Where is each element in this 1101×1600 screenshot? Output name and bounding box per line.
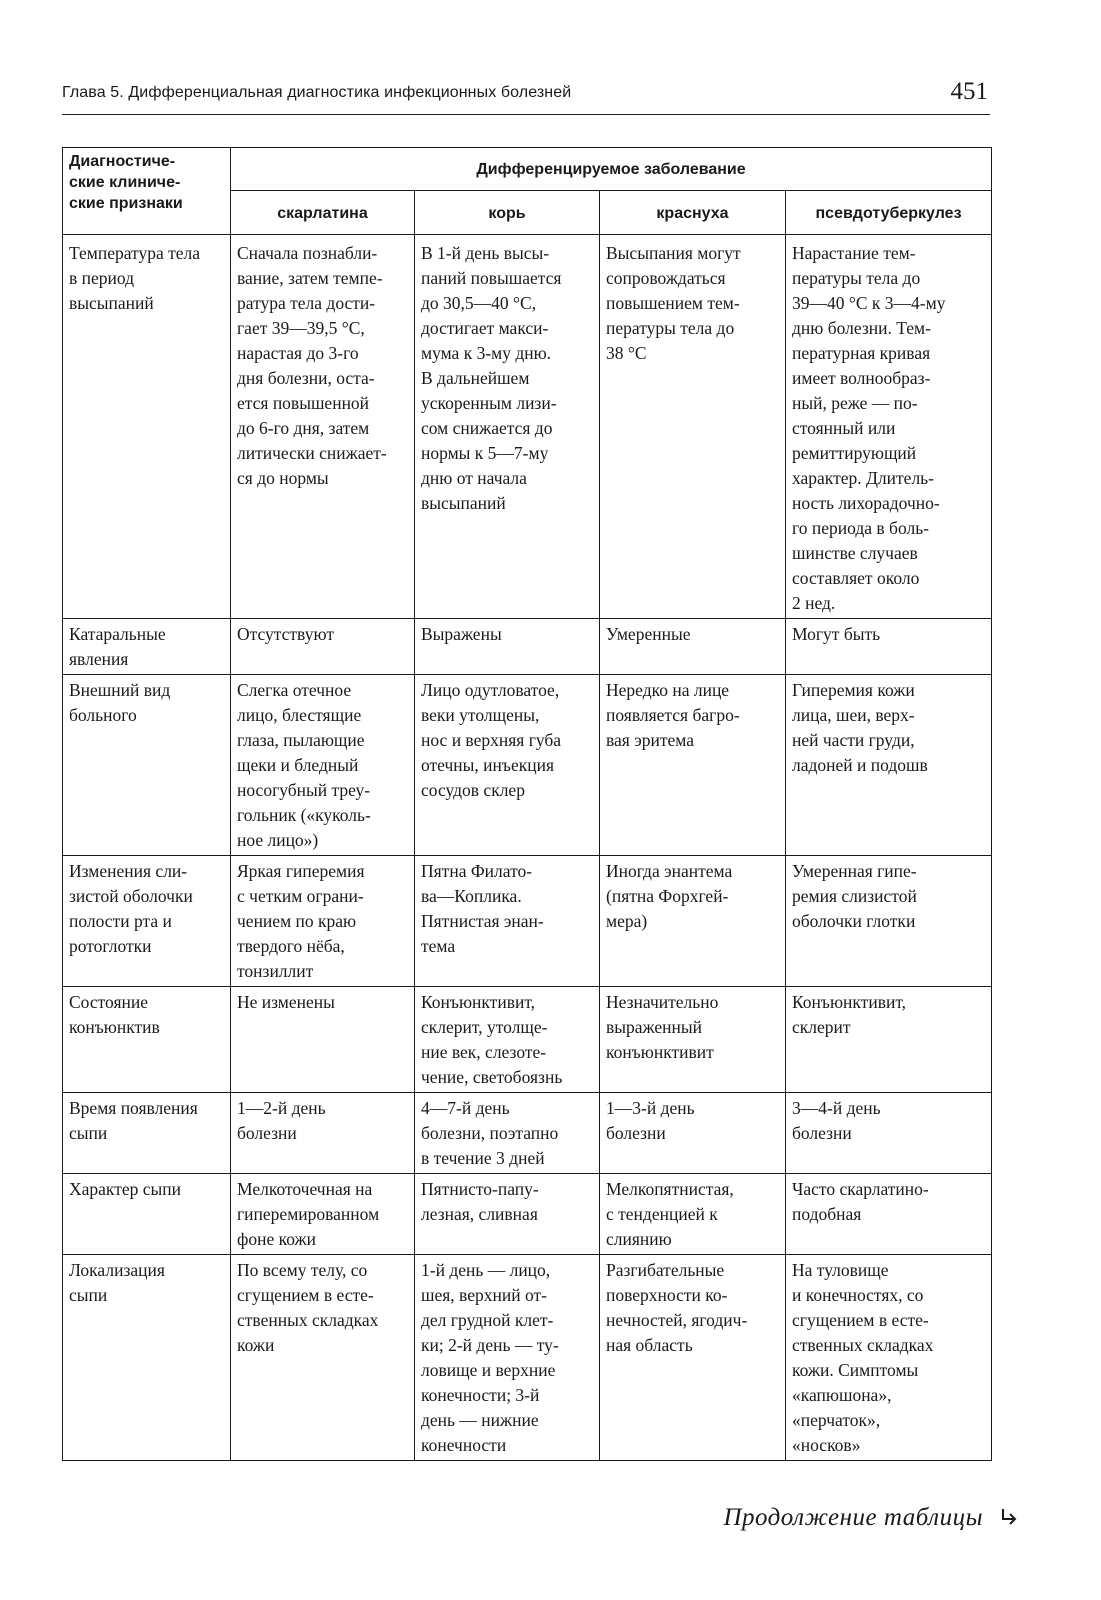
- table-cell-scarlet-fever: Яркая гиперемия с четким ограни- чением по краю твердого нёба, тонзиллит: [231, 856, 415, 987]
- table-cell-rubella: 1—3-й день болезни: [600, 1093, 786, 1174]
- feature-cell: Время появления сыпи: [63, 1093, 231, 1174]
- table-cell-pseudotuberculosis: На туловище и конечностях, со сгущением в есте- ственных складках кожи. Симптомы «капюшона», «перчаток», «носков»: [786, 1255, 992, 1461]
- feature-column-header: [63, 148, 231, 235]
- table-row: [63, 675, 992, 856]
- table-cell-measles: Выражены: [415, 619, 600, 675]
- table-row: [63, 1255, 992, 1461]
- table-cell-rubella: Мелкопятнистая, с тенденцией к слиянию: [600, 1174, 786, 1255]
- table-cell-measles: Пятна Филато- ва—Коплика. Пятнистая энан- тема: [415, 856, 600, 987]
- table-cell-scarlet-fever: 1—2-й день болезни: [231, 1093, 415, 1174]
- table-body: [63, 235, 992, 1461]
- table-cell-scarlet-fever: Мелкоточечная на гиперемированном фоне кожи: [231, 1174, 415, 1255]
- table-cell-measles: Конъюнктивит, склерит, утолще- ние век, слезоте- чение, светобоязнь: [415, 987, 600, 1093]
- table-cell-scarlet-fever: Сначала познабли- вание, затем темпе- ратура тела дости- гает 39—39,5 °С, нарастая до 3-го дня болезни, оста- ется повышенной до 6-го дня, затем литически снижает- ся до нормы: [231, 235, 415, 619]
- table-cell-pseudotuberculosis: Могут быть: [786, 619, 992, 675]
- table-cell-rubella: Нередко на лице появляется багро- вая эритема: [600, 675, 786, 856]
- table-cell-scarlet-fever: По всему телу, со сгущением в есте- ственных складках кожи: [231, 1255, 415, 1461]
- disease-group-header: Дифференцируемое заболевание: [231, 148, 992, 191]
- table-cell-measles: 1-й день — лицо, шея, верхний от- дел грудной клет- ки; 2-й день — ту- ловище и верхние конечности; 3-й день — нижние конечности: [415, 1255, 600, 1461]
- table-cell-scarlet-fever: Слегка отечное лицо, блестящие глаза, пылающие щеки и бледный носогубный треу- гольник («куколь- ное лицо»): [231, 675, 415, 856]
- table-cell-scarlet-fever: Не изменены: [231, 987, 415, 1093]
- turn-arrow-icon: [1000, 1507, 1018, 1527]
- disease-header-scarlet-fever: скарлатина: [231, 191, 415, 235]
- disease-header-pseudotuberculosis: псевдотуберкулез: [786, 191, 992, 235]
- table-cell-rubella: Незначительно выраженный конъюнктивит: [600, 987, 786, 1093]
- table-cell-scarlet-fever: Отсутствуют: [231, 619, 415, 675]
- feature-cell: Катаральные явления: [63, 619, 231, 675]
- table-cell-pseudotuberculosis: 3—4-й день болезни: [786, 1093, 992, 1174]
- disease-header-measles: корь: [415, 191, 600, 235]
- differential-diagnosis-table: [62, 147, 992, 1461]
- feature-cell: Внешний вид больного: [63, 675, 231, 856]
- table-header-row: [63, 148, 992, 191]
- page-number: 451: [950, 78, 988, 105]
- continuation-note: Продолжение таблицы: [723, 1504, 983, 1531]
- table-cell-rubella: Иногда энантема (пятна Форхгей- мера): [600, 856, 786, 987]
- table-row: [63, 619, 992, 675]
- table-row: [63, 1174, 992, 1255]
- disease-header-rubella: краснуха: [600, 191, 786, 235]
- table-cell-pseudotuberculosis: Умеренная гипе- ремия слизистой оболочки глотки: [786, 856, 992, 987]
- feature-column-header-text: Диагностиче- ские клиниче- ские признаки: [69, 153, 183, 212]
- table-cell-measles: Пятнисто-папу- лезная, сливная: [415, 1174, 600, 1255]
- feature-cell: Характер сыпи: [63, 1174, 231, 1255]
- running-header: [62, 80, 990, 115]
- table-cell-rubella: Разгибательные поверхности ко- нечностей, ягодич- ная область: [600, 1255, 786, 1461]
- table-cell-pseudotuberculosis: Гиперемия кожи лица, шеи, верх- ней части груди, ладоней и подошв: [786, 675, 992, 856]
- table-row: [63, 987, 992, 1093]
- chapter-title: Глава 5. Дифференциальная диагностика инфекционных болезней: [62, 84, 572, 101]
- table-row: [63, 1093, 992, 1174]
- table-cell-measles: 4—7-й день болезни, поэтапно в течение 3 дней: [415, 1093, 600, 1174]
- table-cell-pseudotuberculosis: Нарастание тем- пературы тела до 39—40 °С к 3—4-му дню болезни. Тем- пературная кривая имеет волнообраз- ный, реже — по- стоянный или ремиттирующий характер. Длитель- ность лихорадочно- го периода в боль- шинстве случаев составляет около 2 нед.: [786, 235, 992, 619]
- feature-cell: Изменения сли- зистой оболочки полости рта и ротоглотки: [63, 856, 231, 987]
- feature-cell: Локализация сыпи: [63, 1255, 231, 1461]
- feature-cell: Температура тела в период высыпаний: [63, 235, 231, 619]
- table-row: [63, 235, 992, 619]
- table-cell-pseudotuberculosis: Часто скарлатино- подобная: [786, 1174, 992, 1255]
- table-cell-rubella: Умеренные: [600, 619, 786, 675]
- table-cell-pseudotuberculosis: Конъюнктивит, склерит: [786, 987, 992, 1093]
- table-row: [63, 856, 992, 987]
- feature-cell: Состояние конъюнктив: [63, 987, 231, 1093]
- table-cell-measles: Лицо одутловатое, веки утолщены, нос и верхняя губа отечны, инъекция сосудов склер: [415, 675, 600, 856]
- table-cell-rubella: Высыпания могут сопровождаться повышением тем- пературы тела до 38 °С: [600, 235, 786, 619]
- table-cell-measles: В 1-й день высы- паний повышается до 30,5—40 °С, достигает макси- мума к 3-му дню. В дальнейшем ускоренным лизи- сом снижается до нормы к 5—7-му дню от начала высыпаний: [415, 235, 600, 619]
